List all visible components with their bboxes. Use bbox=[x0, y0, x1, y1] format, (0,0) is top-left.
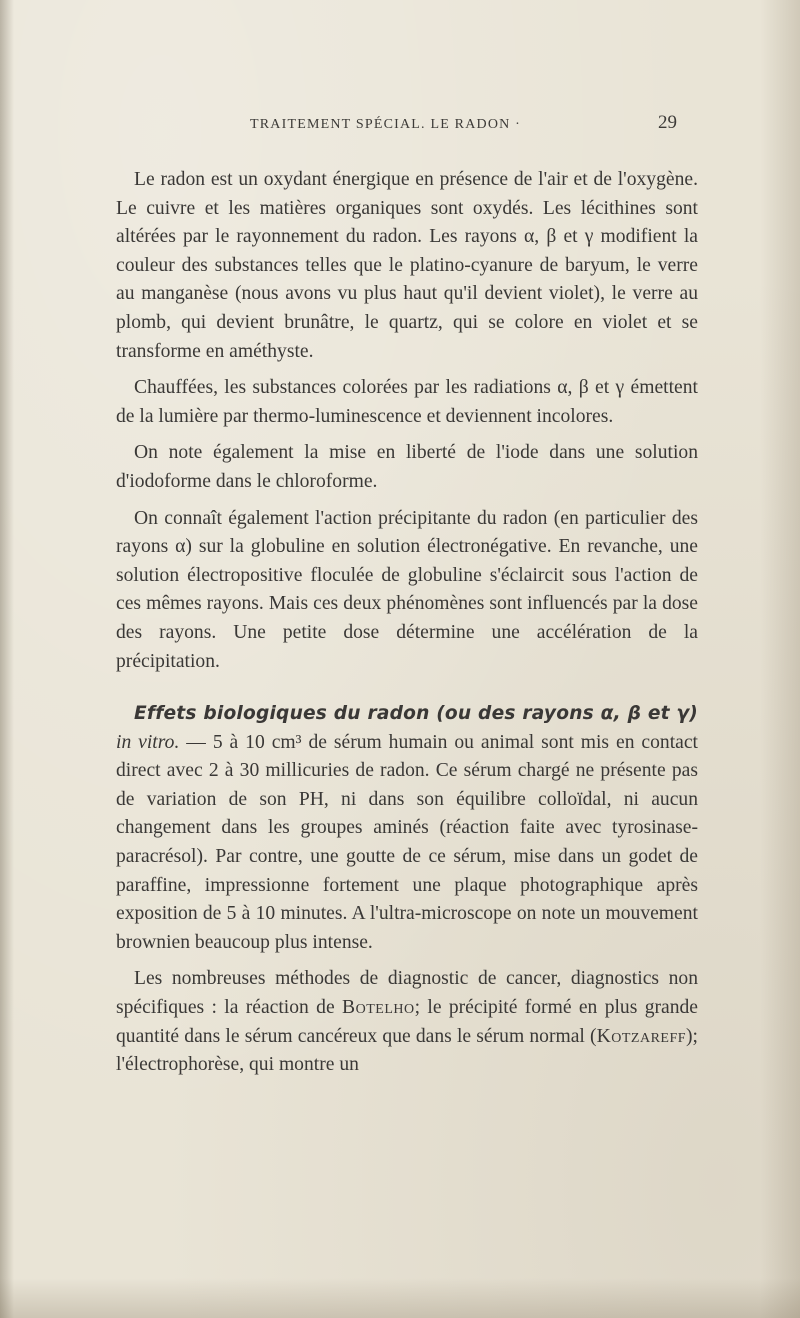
page-shadow-bottom bbox=[0, 1278, 800, 1318]
running-head: TRAITEMENT SPÉCIAL. LE RADON · bbox=[250, 117, 522, 132]
section-biological-effects bbox=[116, 700, 698, 957]
author-name-botelho: Botelho bbox=[342, 997, 415, 1019]
page-shadow-left bbox=[0, 0, 14, 1318]
author-name-kotzareff: Kotzareff bbox=[596, 1025, 687, 1047]
section-body: — 5 à 10 cm³ de sérum humain ou animal sont mis en contact direct avec 2 à 30 millicuries de radon. Ce sérum chargé ne présente pas de variation de son PH, ni dans son équilibre colloïdal, ni aucun changement dans les groupes aminés (réaction faite avec tyrosinase-paracrésol). Par contre, une goutte de ce sérum, mise dans un godet de paraffine, impressionne fortement une plaque photographique après exposition de 5 à 10 minutes. A l'ultra-microscope on note un mouvement brownien beaucoup plus intense. bbox=[116, 731, 698, 953]
paragraph-diagnostics: Les nombreuses méthodes de diagnostic de cancer, diagnostics non spécifiques : la réaction de Botelho; le précipité formé en plus grande quantité dans le sérum cancéreux que dans le sérum normal (Kotzareff); l'électrophorèse, qui montre un bbox=[116, 968, 699, 1076]
page-number: 29 bbox=[658, 112, 677, 133]
paragraph-globulin: On connaît également l'action précipitante du radon (en particulier des rayons α) sur la globuline en solution électronégative. En revanche, une solution électropositive floculée de globuline s'éclaircit sous l'action de ces mêmes rayons. Mais ces deux phénomènes sont influencés par la dose des rayons. Une petite dose détermine une accélération de la précipitation. bbox=[116, 507, 698, 672]
paragraph-thermoluminescence: Chauffées, les substances colorées par les radiations α, β et γ émettent de la lumière par thermo-luminescence et deviennent incolores. bbox=[116, 377, 698, 427]
section-heading-tail: in vitro. bbox=[116, 731, 180, 753]
paragraph-iodine: On note également la mise en liberté de l'iode dans une solution d'iodoforme dans le chloroforme. bbox=[116, 442, 698, 492]
page-body bbox=[116, 166, 698, 1080]
paragraph-oxidation: Le radon est un oxydant énergique en présence de l'air et de l'oxygène. Le cuivre et les matières organiques sont oxydés. Les lécithines sont altérées par le rayonnement du radon. Les rayons α, β et γ modifient la couleur des substances telles que le platino-cyanure de baryum, le verre au manganèse (nous avons vu plus haut qu'il devient violet), le verre au plomb, qui devient brunâtre, le quartz, qui se colore en violet et se transforme en améthyste. bbox=[116, 169, 698, 362]
page-shadow-right bbox=[760, 0, 800, 1318]
section-heading: Effets biologiques du radon (ou des rayons α, β et γ) bbox=[134, 703, 698, 725]
